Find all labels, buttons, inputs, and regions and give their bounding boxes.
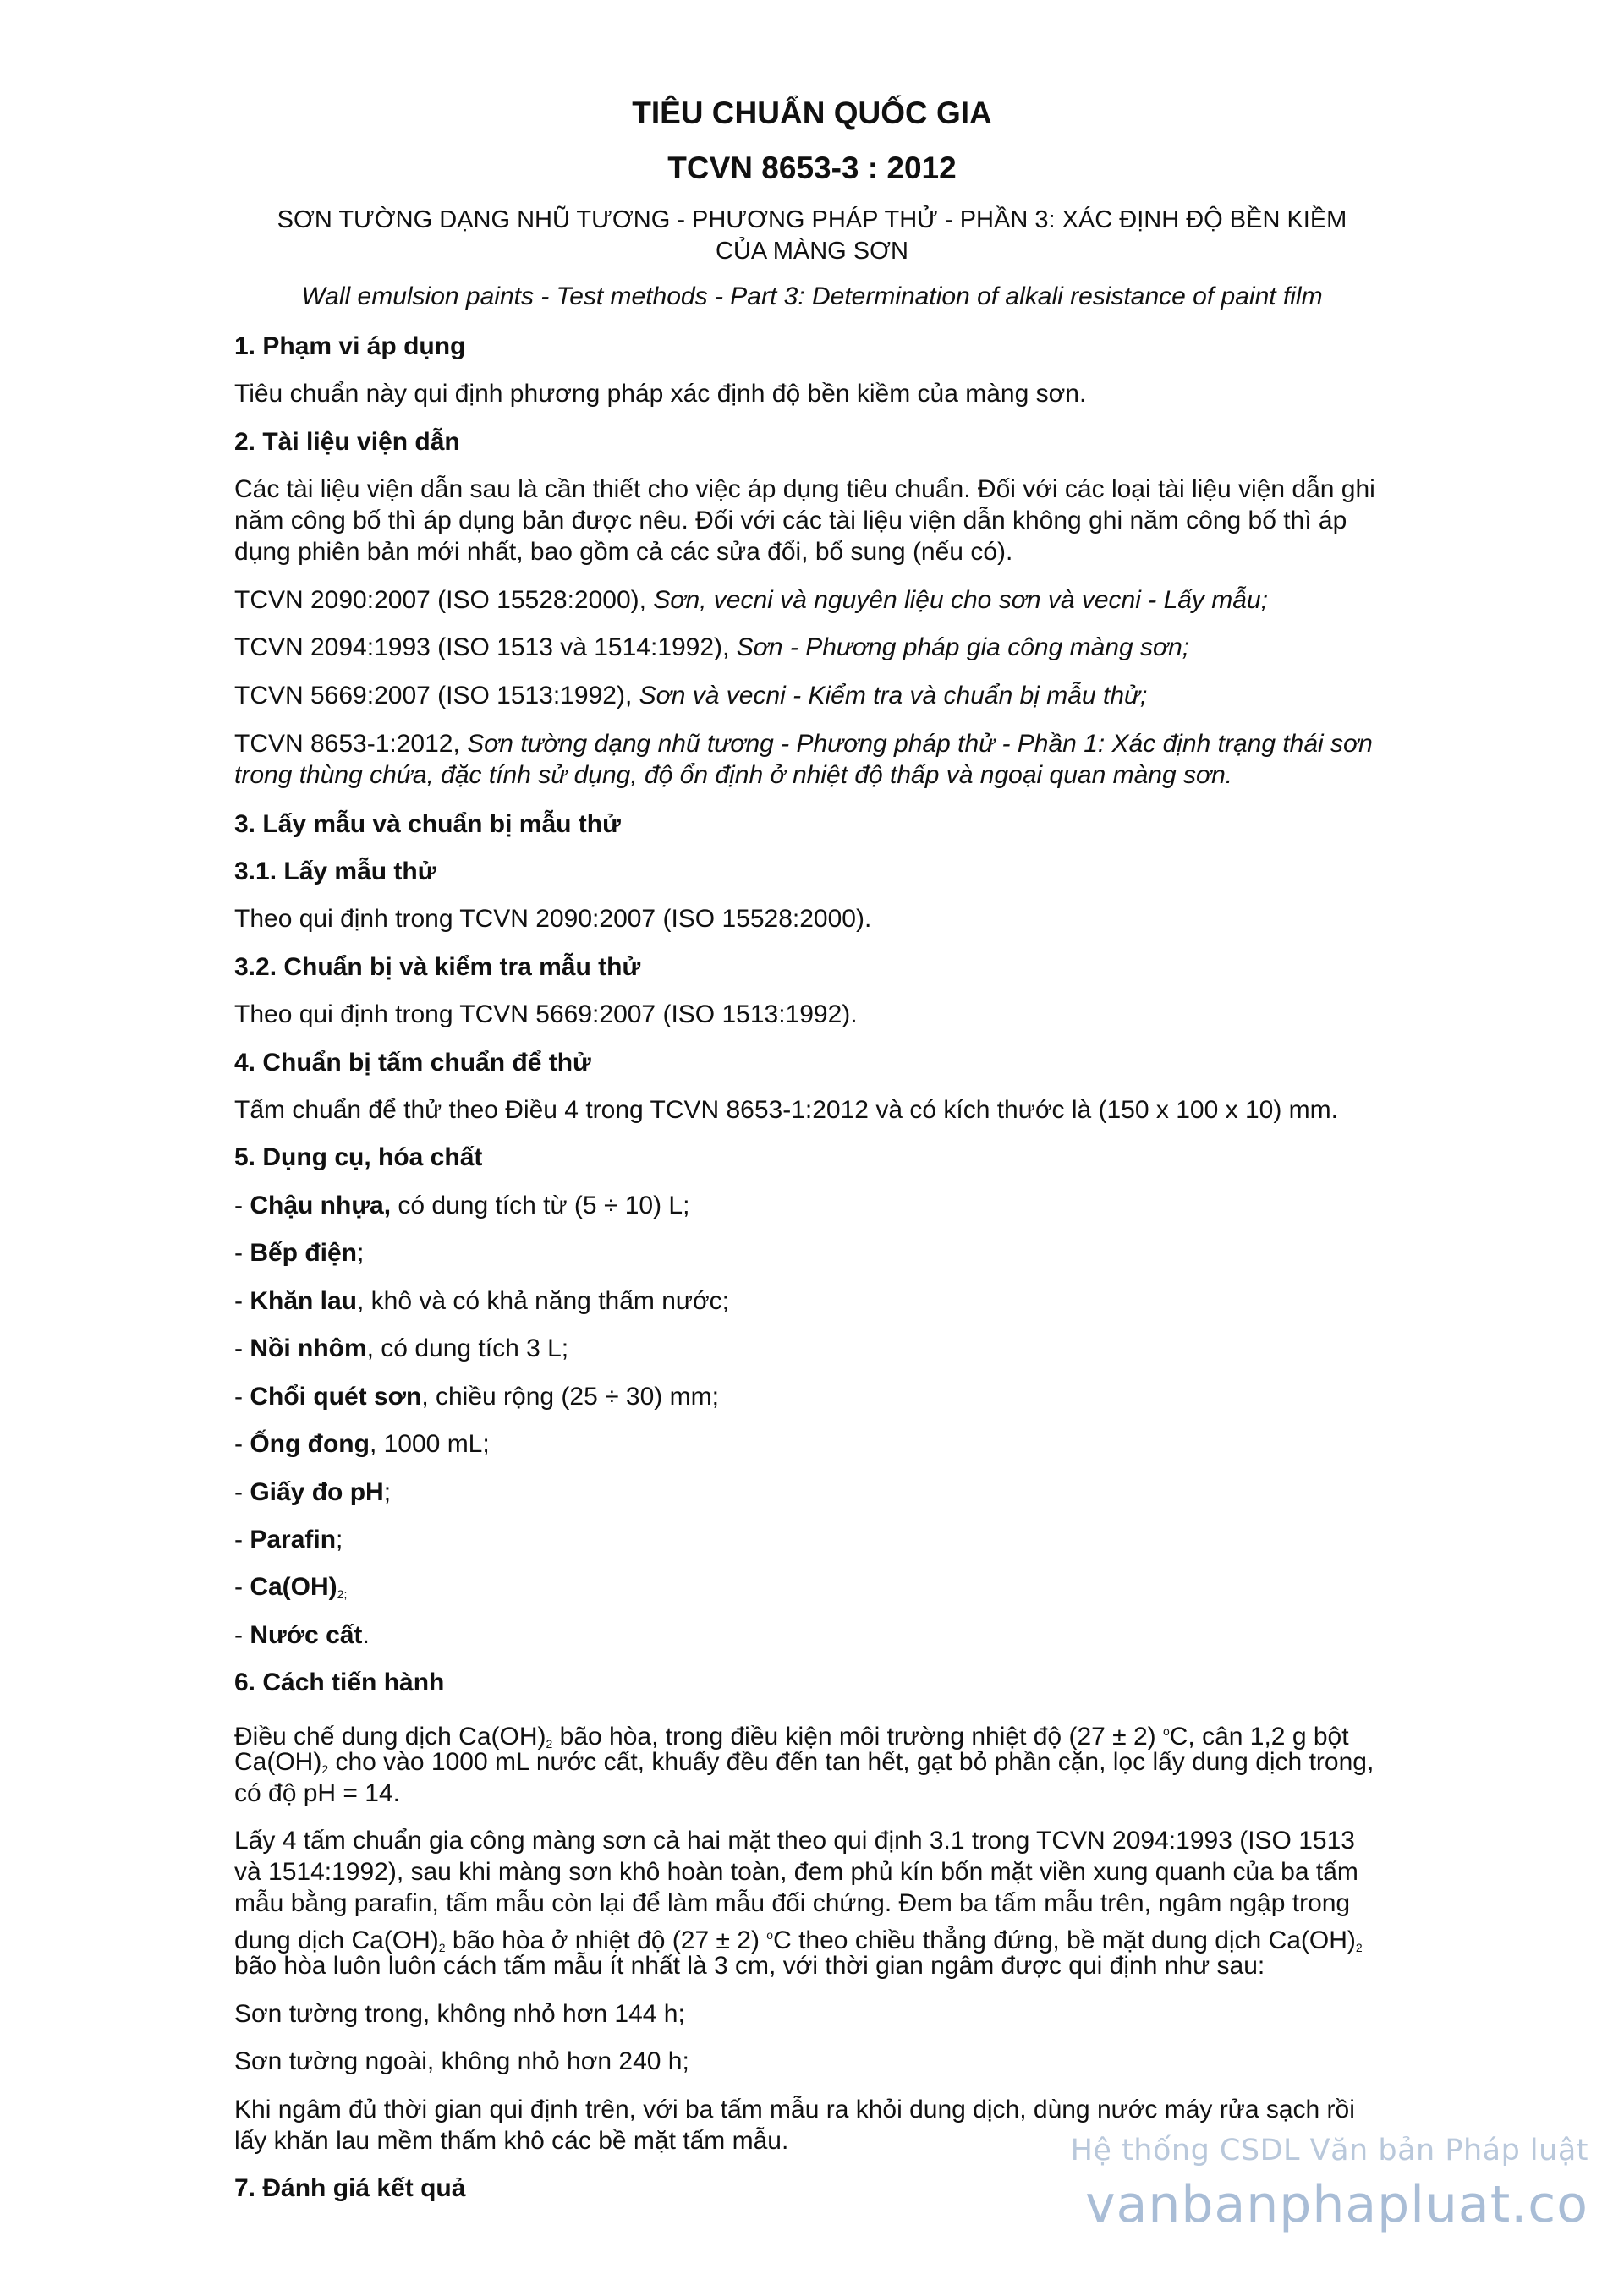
equipment-item: - Chổi quét sơn, chiều rộng (25 ÷ 30) mm;: [234, 1383, 719, 1411]
section-6-paragraph-2-line-1: Lấy 4 tấm chuẩn gia công màng sơn cả hai mặt theo qui định 3.1 trong TCVN 2094:1993 (ISO 1513: [234, 1827, 1355, 1855]
section-7-heading: 7. Đánh giá kết quả: [234, 2174, 466, 2202]
section-5-heading: 5. Dụng cụ, hóa chất: [234, 1143, 483, 1171]
section-4-heading: 4. Chuẩn bị tấm chuẩn để thử: [234, 1049, 591, 1077]
equipment-item: - Giấy đo pH;: [234, 1478, 392, 1506]
watermark-line-2: vanbanphapluat.co: [1085, 2175, 1588, 2234]
section-6-paragraph-1-line-2: $Ca(OH)_2$ cho vào 1000 mL nước cất, khuấy đều đến tan hết, gạt bỏ phần cặn, lọc lấy dung dịch trong,: [234, 1748, 1374, 1776]
reference-title-continued: trong thùng chứa, đặc tính sử dụng, độ ổn định ở nhiệt độ thấp và ngoại quan màng sơn.: [234, 761, 1233, 789]
reference-item: [234, 585, 1268, 616]
reference-title: Sơn và vecni - Kiểm tra và chuẩn bị mẫu thử;: [639, 682, 1148, 710]
reference-code: TCVN 5669:2007 (ISO 1513:1992),: [234, 682, 639, 710]
standard-code: TCVN 8653-3 : 2012: [667, 151, 957, 185]
equipment-item: - Khăn lau, khô và có khả năng thấm nước;: [234, 1287, 730, 1315]
equipment-item: - Nồi nhôm, có dung tích 3 L;: [234, 1334, 569, 1362]
section-2-heading: 2. Tài liệu viện dẫn: [234, 428, 460, 456]
reference-title: Sơn, vecni và nguyên liệu cho sơn và vecni - Lấy mẫu;: [653, 586, 1268, 614]
english-title: Wall emulsion paints - Test methods - Part 3: Determination of alkali resistance of paint film: [301, 282, 1323, 310]
reference-item: [234, 729, 1373, 759]
section-6-paragraph-2-line-5: bão hòa luôn luôn cách tấm mẫu ít nhất là 3 cm, với thời gian ngâm được qui định như sau:: [234, 1952, 1265, 1980]
equipment-name: Khăn lau: [250, 1287, 358, 1315]
equipment-item: - Chậu nhựa, có dung tích từ (5 ÷ 10) L;: [234, 1192, 690, 1219]
equipment-name: Ống đong: [250, 1430, 370, 1458]
section-2-intro-line-1: Các tài liệu viện dẫn sau là cần thiết cho việc áp dụng tiêu chuẩn. Đối với các loại tài liệu viện dẫn ghi: [234, 475, 1375, 503]
section-6-paragraph-1-line-3: có độ pH = 14.: [234, 1779, 400, 1807]
reference-item: [234, 633, 1189, 663]
section-2-intro-line-3: dụng phiên bản mới nhất, bao gồm cả các sửa đổi, bổ sung (nếu có).: [234, 538, 1013, 566]
document-title: TIÊU CHUẨN QUỐC GIA: [632, 96, 992, 130]
section-3-2-heading: 3.2. Chuẩn bị và kiểm tra mẫu thử: [234, 953, 641, 981]
section-3-2-text: Theo qui định trong TCVN 5669:2007 (ISO 1513:1992).: [234, 1000, 858, 1028]
section-6-paragraph-5-line-2: lấy khăn lau mềm thấm khô các bề mặt tấm mẫu.: [234, 2127, 789, 2155]
reference-title: Sơn - Phương pháp gia công màng sơn;: [736, 633, 1190, 661]
section-6-paragraph-2-line-3: mẫu bằng parafin, tấm mẫu còn lại để làm mẫu đối chứng. Đem ba tấm mẫu trên, ngâm ngập trong: [234, 1889, 1351, 1917]
subtitle-line-1: SƠN TƯỜNG DẠNG NHŨ TƯƠNG - PHƯƠNG PHÁP THỬ - PHẦN 3: XÁC ĐỊNH ĐỘ BỀN KIỀM: [277, 206, 1347, 233]
equipment-name: Bếp điện: [250, 1239, 358, 1267]
equipment-name: Giấy đo pH: [250, 1478, 384, 1506]
equipment-item: - Ống đong, 1000 mL;: [234, 1430, 490, 1458]
reference-code: TCVN 8653-1:2012,: [234, 730, 468, 758]
equipment-item: - Bếp điện;: [234, 1239, 365, 1267]
section-2-intro-line-2: năm công bố thì áp dụng bản được nêu. Đối với các tài liệu viện dẫn không ghi năm công bố thì áp: [234, 507, 1347, 534]
reference-item: [234, 681, 1147, 711]
equipment-item: - $Ca(OH)_{2;}$: [234, 1573, 348, 1601]
reference-title: Sơn tường dạng nhũ tương - Phương pháp thử - Phần 1: Xác định trạng thái sơn: [467, 730, 1373, 758]
section-6-paragraph-2-line-2: và 1514:1992), sau khi màng sơn khô hoàn toàn, đem phủ kín bốn mặt viền xung quanh của ba tấm: [234, 1858, 1358, 1886]
section-6-interior-paint: Sơn tường trong, không nhỏ hơn 144 h;: [234, 2000, 685, 2028]
reference-code: TCVN 2094:1993 (ISO 1513 và 1514:1992),: [234, 633, 737, 661]
subtitle-line-2: CỦA MÀNG SƠN: [716, 238, 908, 265]
section-6-paragraph-2-line-4: dung dịch $Ca(OH)_2$ bão hòa ở nhiệt độ (27 ± 2) $^o$C theo chiều thẳng đứng, bề mặt dung dịch $Ca(OH)_2$: [234, 1926, 1363, 1954]
equipment-name: Nồi nhôm: [250, 1334, 367, 1362]
section-6-paragraph-1-line-1: Điều chế dung dịch $Ca(OH)_2$ bão hòa, trong điều kiện môi trường nhiệt độ (27 ± 2) $^o$C, cân 1,2 g bột: [234, 1723, 1349, 1751]
section-6-exterior-paint: Sơn tường ngoài, không nhỏ hơn 240 h;: [234, 2047, 689, 2075]
equipment-name: Chậu nhựa,: [250, 1192, 392, 1219]
section-6-heading: 6. Cách tiến hành: [234, 1669, 445, 1696]
equipment-name: Parafin: [250, 1526, 337, 1553]
equipment-item: - Nước cất.: [234, 1621, 370, 1649]
equipment-name: Nước cất: [250, 1621, 363, 1649]
section-1-heading: 1. Phạm vi áp dụng: [234, 332, 466, 360]
equipment-name: Ca(OH): [250, 1573, 337, 1601]
reference-code: TCVN 2090:2007 (ISO 15528:2000),: [234, 586, 654, 614]
section-3-1-text: Theo qui định trong TCVN 2090:2007 (ISO 15528:2000).: [234, 905, 872, 933]
equipment-item: - Parafin;: [234, 1526, 343, 1553]
equipment-name: Chổi quét sơn: [250, 1383, 422, 1411]
section-4-text: Tấm chuẩn để thử theo Điều 4 trong TCVN 8653-1:2012 và có kích thước là (150 x 100 x 10) mm.: [234, 1096, 1338, 1124]
section-6-paragraph-5-line-1: Khi ngâm đủ thời gian qui định trên, với ba tấm mẫu ra khỏi dung dịch, dùng nước máy rửa sạch rồi: [234, 2096, 1355, 2123]
section-3-heading: 3. Lấy mẫu và chuẩn bị mẫu thử: [234, 810, 621, 838]
watermark-line-1: Hệ thống CSDL Văn bản Pháp luật: [1070, 2134, 1588, 2167]
section-1-text: Tiêu chuẩn này qui định phương pháp xác định độ bền kiềm của màng sơn.: [234, 380, 1087, 408]
section-3-1-heading: 3.1. Lấy mẫu thử: [234, 858, 436, 885]
